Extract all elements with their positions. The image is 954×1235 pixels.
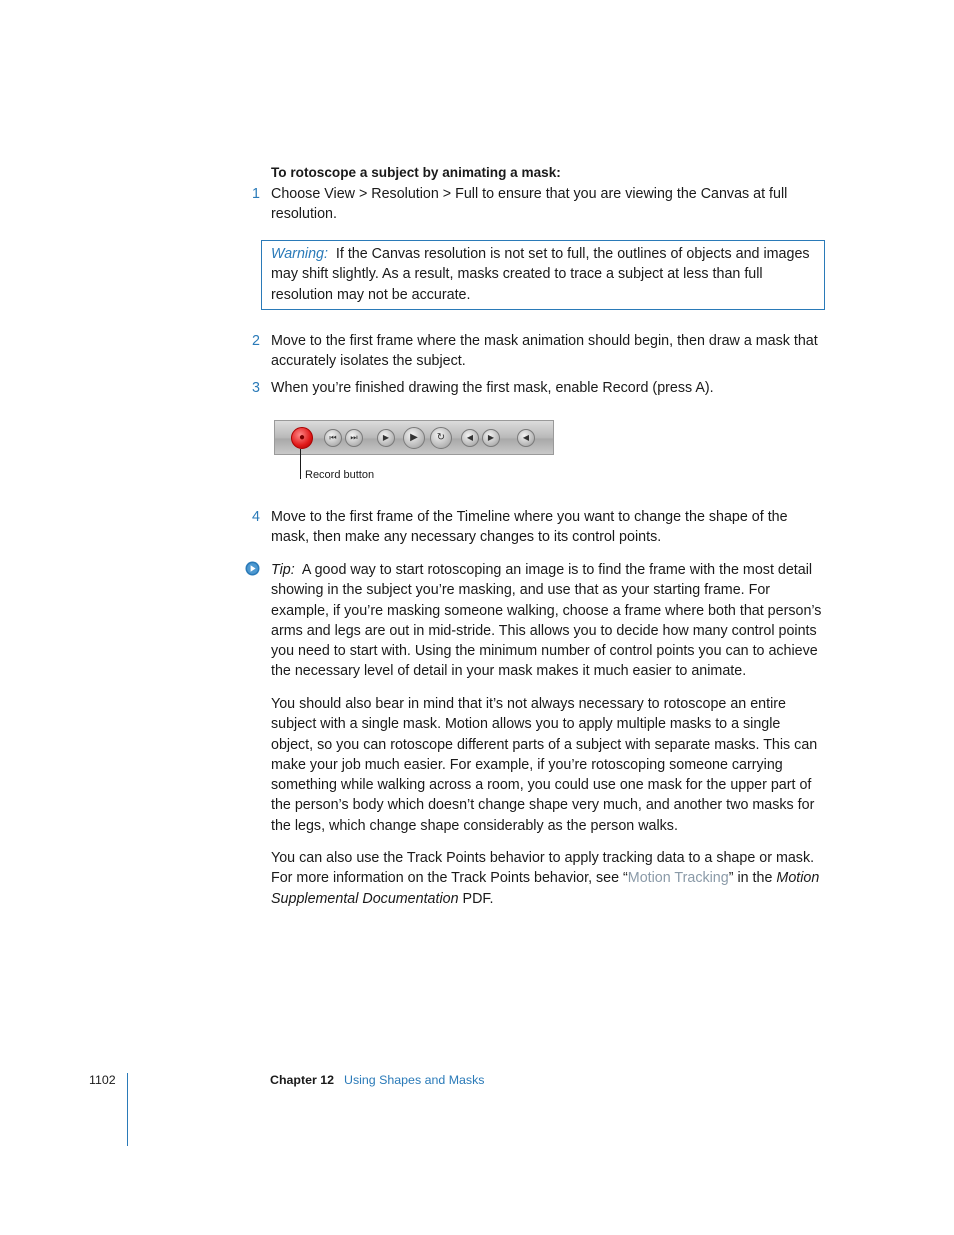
chapter-label: Chapter 12: [270, 1073, 335, 1087]
play-button[interactable]: ▶: [403, 427, 425, 449]
callout-line: [300, 449, 301, 479]
go-to-start-button[interactable]: ⏮: [324, 429, 342, 447]
warning-content: [271, 244, 819, 305]
step-number: 4: [252, 509, 260, 525]
go-to-end-button[interactable]: ⏭: [345, 429, 363, 447]
paragraph-text: ” in the: [728, 870, 777, 887]
step-text: Choose View > Resolution > Full to ensure that you are viewing the Canvas at full resolution.: [271, 186, 788, 223]
record-button-callout: Record button: [305, 469, 375, 481]
motion-tracking-link[interactable]: Motion Tracking: [627, 870, 729, 887]
step-number: 2: [252, 333, 260, 349]
warning-label: Warning:: [271, 246, 328, 262]
footer-rule: [127, 1073, 128, 1146]
procedure-heading: To rotoscope a subject by animating a mask:: [271, 165, 561, 180]
document-title: Motion Supplemental Documentation: [271, 870, 820, 907]
transport-controls-figure: [274, 420, 554, 455]
paragraph-text: PDF.: [458, 890, 494, 907]
page-number: 1102: [89, 1073, 116, 1087]
paragraph-text: You can also use the Track Points behavior to apply tracking data to a shape or mask. For more information on the Track Points behavior, see “: [271, 850, 815, 887]
previous-frame-button[interactable]: ◀: [461, 429, 479, 447]
warning-text: If the Canvas resolution is not set to full, the outlines of objects and images may shift slightly. As a result, masks created to trace a subject at less than full resolution may not be accurate.: [271, 246, 810, 303]
step-text: Move to the first frame of the Timeline where you want to change the shape of the mask, then make any necessary changes to its control points.: [271, 509, 788, 546]
step-number: 3: [252, 380, 260, 396]
record-button[interactable]: ●: [291, 427, 313, 449]
body-paragraph: [271, 848, 827, 909]
audio-button[interactable]: ◀: [517, 429, 535, 447]
step-text: Move to the first frame where the mask animation should begin, then draw a mask that accurately isolates the subject.: [271, 333, 818, 370]
play-from-start-button[interactable]: ▶: [377, 429, 395, 447]
chapter-title: Using Shapes and Masks: [344, 1073, 485, 1087]
body-paragraph: You should also bear in mind that it’s not always necessary to rotoscope an entire subject with a single mask. Motion allows you to apply multiple masks to a single object, so you can rotoscope different parts of a subject with separate masks. This can make your job much easier. For example, if you’re rotoscoping someone carrying something while walking across a room, you could use one mask for the upper part of the person’s body which doesn’t change shape very much, and another two masks for the legs, which change shape considerably as the person walks.: [271, 696, 818, 834]
tip-text: A good way to start rotoscoping an image is to find the frame with the most detail showing in the subject you’re masking, and use that as your starting frame. For example, if you’re masking someone walking, choose a frame where both that person’s arms and legs are out in mid-stride. This allows you to decide how many control points you need to start with. Using the minimum number of control points you can to achieve the necessary level of detail in your mask makes it much easier to animate.: [271, 562, 822, 680]
tip-paragraph: [271, 560, 827, 682]
next-frame-button[interactable]: ▶: [482, 429, 500, 447]
warning-box: [261, 240, 825, 310]
step-number: 1: [252, 186, 260, 202]
tip-label: Tip:: [271, 562, 295, 578]
loop-button[interactable]: ↻: [430, 427, 452, 449]
tip-arrow-icon: [245, 561, 260, 576]
step-text: When you’re finished drawing the first mask, enable Record (press A).: [271, 380, 714, 396]
